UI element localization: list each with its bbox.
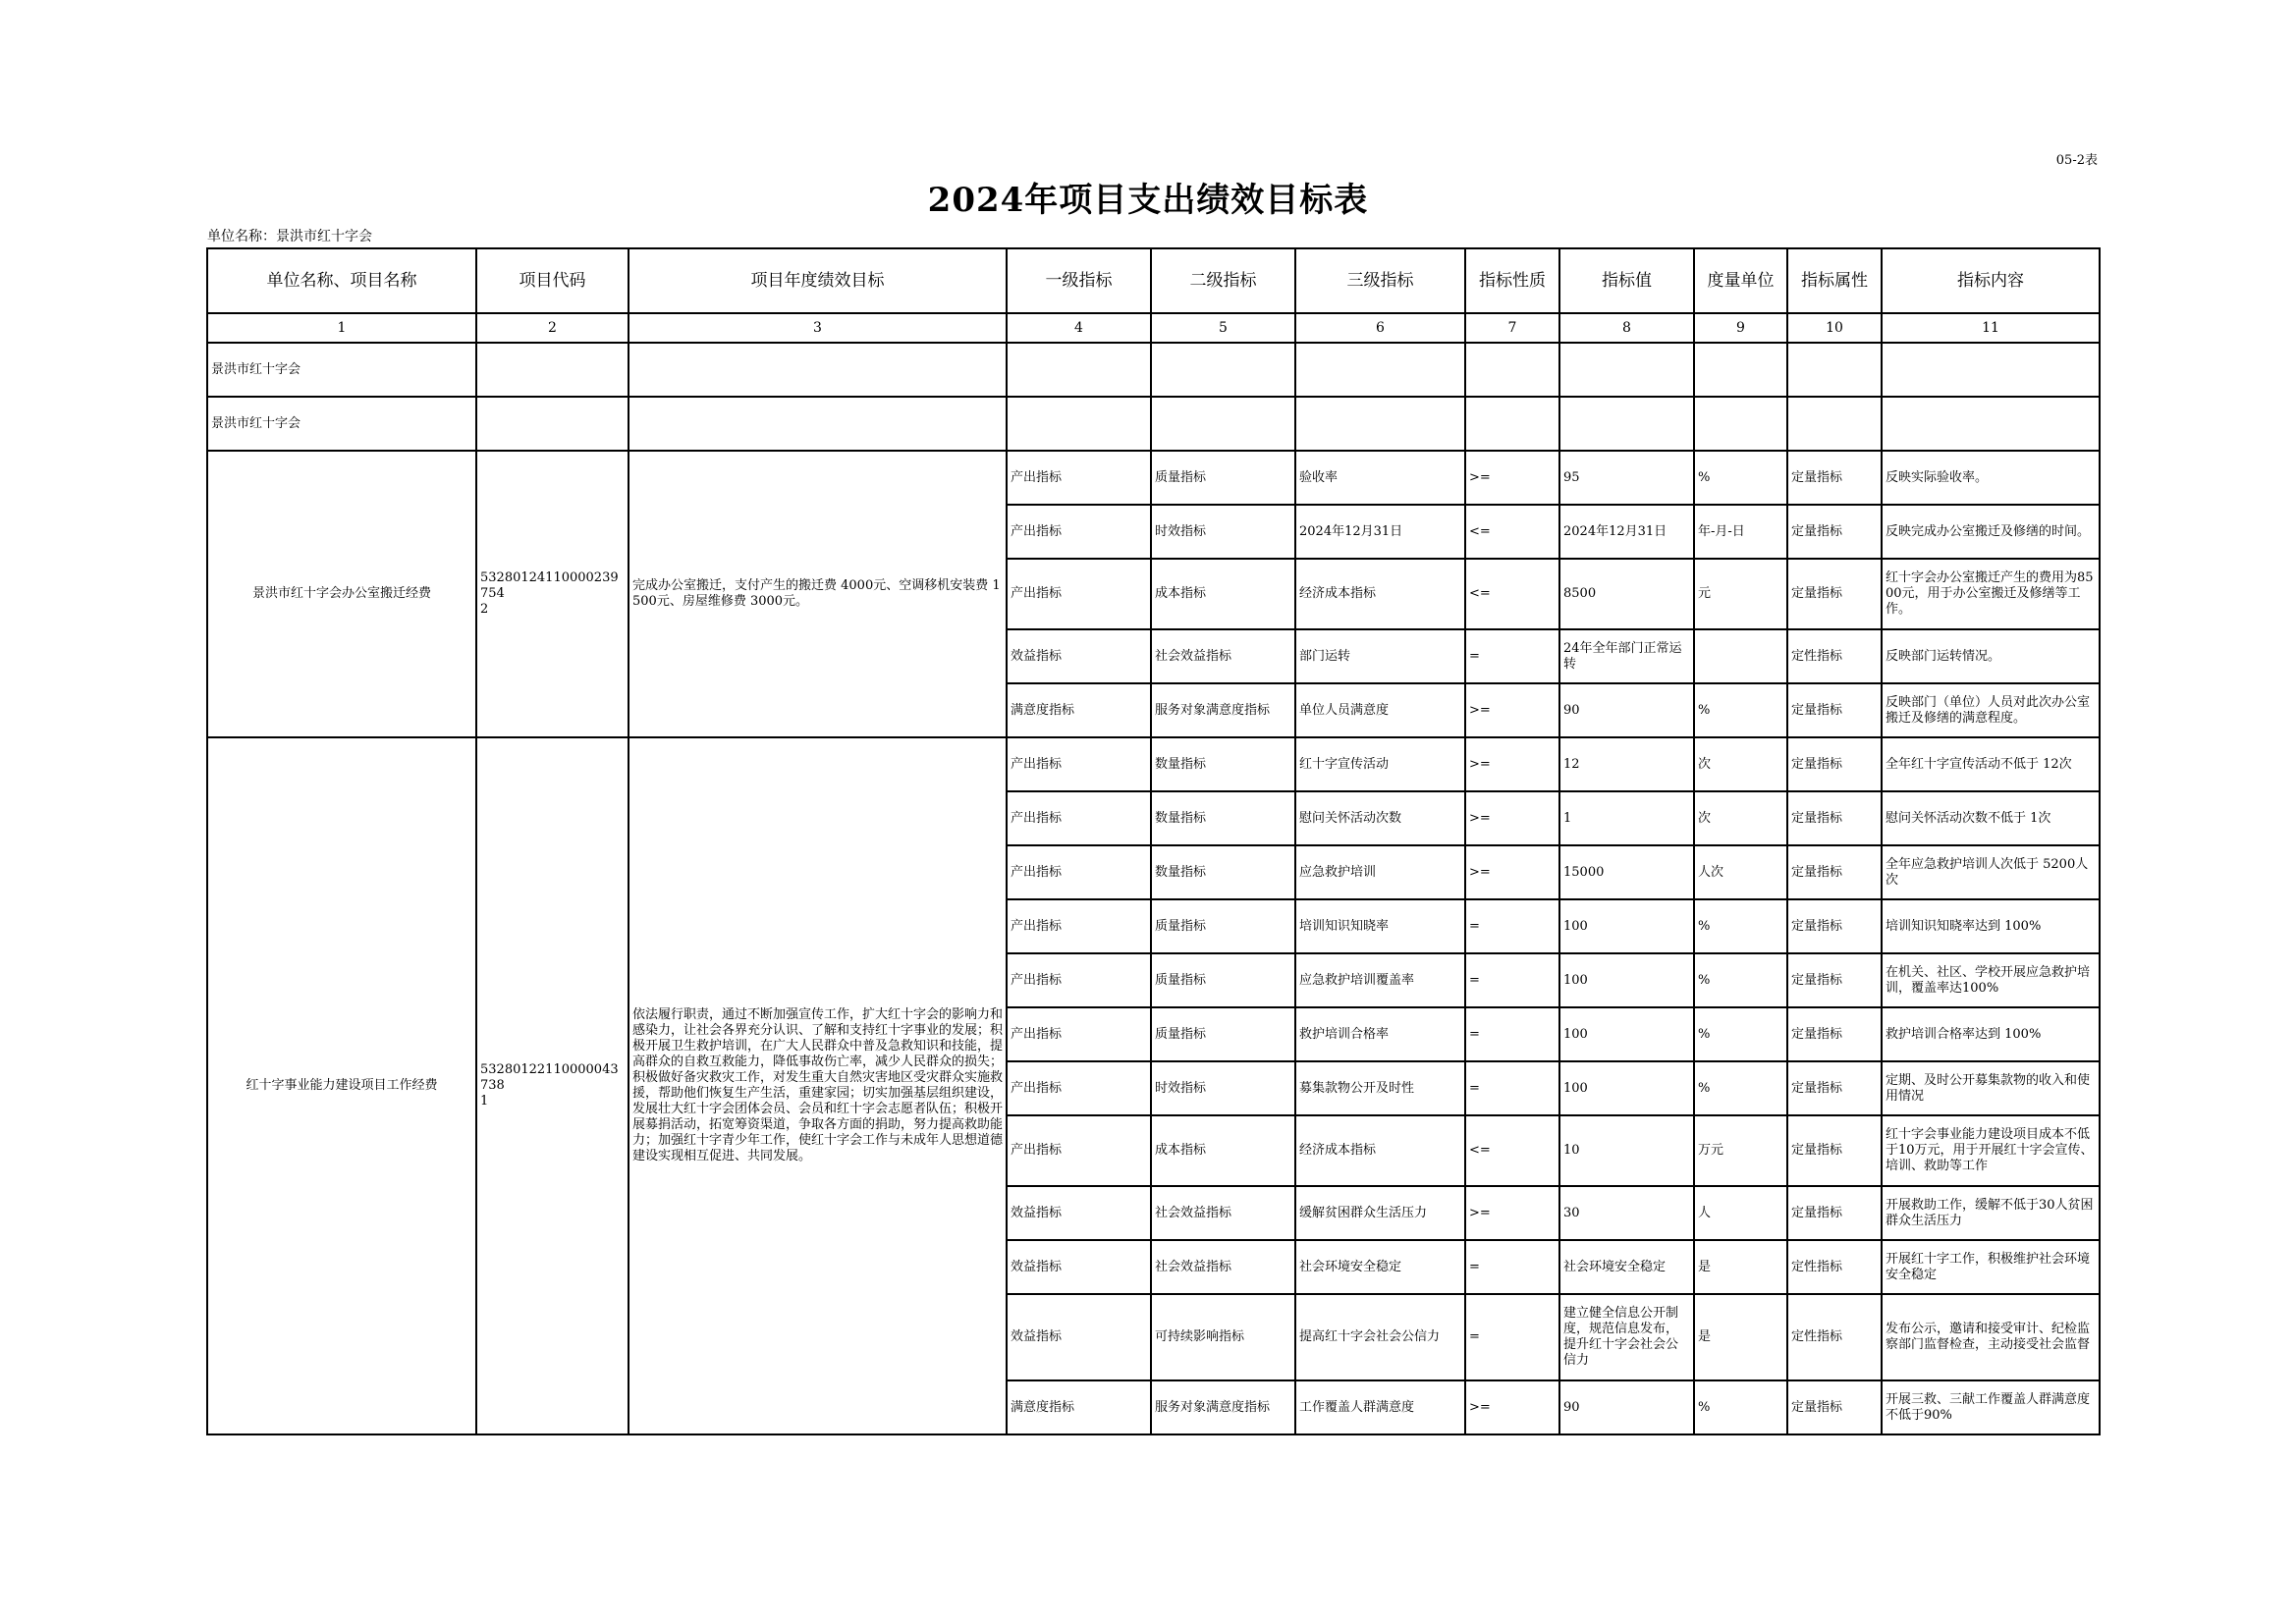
indicator-attribute: 定量指标 (1787, 1380, 1882, 1434)
empty-cell (1295, 397, 1465, 451)
empty-cell (1559, 343, 1694, 397)
level1-indicator: 产出指标 (1007, 1061, 1151, 1115)
indicator-value: 90 (1559, 1380, 1694, 1434)
indicator-attribute: 定量指标 (1787, 505, 1882, 559)
project-name-cell: 红十字事业能力建设项目工作经费 (207, 737, 476, 1434)
level2-indicator: 质量指标 (1151, 899, 1295, 953)
indicator-nature: >= (1465, 1380, 1559, 1434)
column-number-row (207, 313, 2100, 343)
empty-cell (1151, 397, 1295, 451)
indicator-value: 100 (1559, 1061, 1694, 1115)
level2-indicator: 质量指标 (1151, 451, 1295, 505)
level1-indicator: 产出指标 (1007, 1115, 1151, 1186)
indicator-nature: >= (1465, 737, 1559, 791)
empty-cell (1882, 397, 2100, 451)
indicator-value: 建立健全信息公开制度，规范信息发布，提升红十字会社会公信力 (1559, 1294, 1694, 1380)
level3-indicator: 应急救护培训 (1295, 845, 1465, 899)
column-number: 3 (629, 313, 1007, 343)
indicator-content: 开展救助工作，缓解不低于30人贫困群众生活压力 (1882, 1186, 2100, 1240)
level3-indicator: 社会环境安全稳定 (1295, 1240, 1465, 1294)
org-row (207, 343, 2100, 397)
measure-unit: 元 (1694, 559, 1787, 629)
unit-name-line: 单位名称：景洪市红十字会 (207, 229, 372, 244)
header-cell: 二级指标 (1151, 248, 1295, 313)
header-cell: 三级指标 (1295, 248, 1465, 313)
indicator-content: 培训知识知晓率达到 100% (1882, 899, 2100, 953)
indicator-nature: = (1465, 1294, 1559, 1380)
level2-indicator: 成本指标 (1151, 1115, 1295, 1186)
indicator-attribute: 定量指标 (1787, 953, 1882, 1007)
level3-indicator: 经济成本指标 (1295, 1115, 1465, 1186)
indicator-nature: <= (1465, 559, 1559, 629)
indicator-attribute: 定量指标 (1787, 1186, 1882, 1240)
empty-cell (1151, 343, 1295, 397)
level1-indicator: 效益指标 (1007, 629, 1151, 683)
table-row (207, 451, 2100, 505)
level3-indicator: 缓解贫困群众生活压力 (1295, 1186, 1465, 1240)
measure-unit: 是 (1694, 1240, 1787, 1294)
level2-indicator: 数量指标 (1151, 845, 1295, 899)
measure-unit: % (1694, 1061, 1787, 1115)
level3-indicator: 募集款物公开及时性 (1295, 1061, 1465, 1115)
level2-indicator: 质量指标 (1151, 953, 1295, 1007)
indicator-value: 100 (1559, 953, 1694, 1007)
level3-indicator: 经济成本指标 (1295, 559, 1465, 629)
project-name-cell: 景洪市红十字会办公室搬迁经费 (207, 451, 476, 737)
indicator-nature: >= (1465, 791, 1559, 845)
header-cell: 项目代码 (476, 248, 629, 313)
measure-unit: 次 (1694, 737, 1787, 791)
level2-indicator: 服务对象满意度指标 (1151, 1380, 1295, 1434)
indicator-attribute: 定量指标 (1787, 791, 1882, 845)
measure-unit: 是 (1694, 1294, 1787, 1380)
indicator-attribute: 定量指标 (1787, 1115, 1882, 1186)
measure-unit: % (1694, 451, 1787, 505)
indicator-nature: = (1465, 1007, 1559, 1061)
indicator-content: 红十字会办公室搬迁产生的费用为8500元，用于办公室搬迁及修缮等工作。 (1882, 559, 2100, 629)
indicator-attribute: 定量指标 (1787, 845, 1882, 899)
indicator-value: 95 (1559, 451, 1694, 505)
empty-cell (1882, 343, 2100, 397)
level3-indicator: 部门运转 (1295, 629, 1465, 683)
level1-indicator: 产出指标 (1007, 791, 1151, 845)
level1-indicator: 效益指标 (1007, 1240, 1151, 1294)
indicator-content: 在机关、社区、学校开展应急救护培训，覆盖率达100% (1882, 953, 2100, 1007)
indicator-value: 2024年12月31日 (1559, 505, 1694, 559)
level1-indicator: 产出指标 (1007, 559, 1151, 629)
measure-unit: 人 (1694, 1186, 1787, 1240)
level3-indicator: 救护培训合格率 (1295, 1007, 1465, 1061)
level3-indicator: 单位人员满意度 (1295, 683, 1465, 737)
indicator-attribute: 定量指标 (1787, 1061, 1882, 1115)
indicator-value: 24年全年部门正常运转 (1559, 629, 1694, 683)
level2-indicator: 可持续影响指标 (1151, 1294, 1295, 1380)
level3-indicator: 应急救护培训覆盖率 (1295, 953, 1465, 1007)
column-number: 10 (1787, 313, 1882, 343)
column-number: 7 (1465, 313, 1559, 343)
indicator-attribute: 定量指标 (1787, 451, 1882, 505)
measure-unit: 万元 (1694, 1115, 1787, 1186)
indicator-value: 10 (1559, 1115, 1694, 1186)
level1-indicator: 产出指标 (1007, 899, 1151, 953)
indicator-nature: = (1465, 629, 1559, 683)
level1-indicator: 产出指标 (1007, 845, 1151, 899)
measure-unit: 年-月-日 (1694, 505, 1787, 559)
indicator-value: 15000 (1559, 845, 1694, 899)
header-row (207, 248, 2100, 313)
header-cell: 指标性质 (1465, 248, 1559, 313)
table-row (207, 737, 2100, 791)
measure-unit: % (1694, 953, 1787, 1007)
indicator-content: 反映完成办公室搬迁及修缮的时间。 (1882, 505, 2100, 559)
indicator-content: 反映部门运转情况。 (1882, 629, 2100, 683)
indicator-content: 发布公示，邀请和接受审计、纪检监察部门监督检查，主动接受社会监督 (1882, 1294, 2100, 1380)
header-cell: 指标内容 (1882, 248, 2100, 313)
level2-indicator: 时效指标 (1151, 1061, 1295, 1115)
level2-indicator: 成本指标 (1151, 559, 1295, 629)
column-number: 2 (476, 313, 629, 343)
level1-indicator: 产出指标 (1007, 1007, 1151, 1061)
indicator-value: 1 (1559, 791, 1694, 845)
level1-indicator: 满意度指标 (1007, 683, 1151, 737)
header-cell: 指标属性 (1787, 248, 1882, 313)
indicator-nature: >= (1465, 683, 1559, 737)
indicator-attribute: 定量指标 (1787, 737, 1882, 791)
empty-cell (1465, 397, 1559, 451)
empty-cell (1559, 397, 1694, 451)
level2-indicator: 服务对象满意度指标 (1151, 683, 1295, 737)
form-number: 05-2表 (2055, 153, 2098, 168)
indicator-value: 8500 (1559, 559, 1694, 629)
level3-indicator: 2024年12月31日 (1295, 505, 1465, 559)
column-number: 6 (1295, 313, 1465, 343)
column-number: 5 (1151, 313, 1295, 343)
header-cell: 一级指标 (1007, 248, 1151, 313)
indicator-nature: >= (1465, 1186, 1559, 1240)
level1-indicator: 效益指标 (1007, 1186, 1151, 1240)
org-name-cell: 景洪市红十字会 (207, 397, 476, 451)
empty-cell (629, 397, 1007, 451)
measure-unit: % (1694, 683, 1787, 737)
indicator-attribute: 定性指标 (1787, 1294, 1882, 1380)
measure-unit: 次 (1694, 791, 1787, 845)
indicator-attribute: 定性指标 (1787, 629, 1882, 683)
org-row (207, 397, 2100, 451)
indicator-nature: = (1465, 1061, 1559, 1115)
level1-indicator: 产出指标 (1007, 737, 1151, 791)
level1-indicator: 满意度指标 (1007, 1380, 1151, 1434)
indicator-value: 90 (1559, 683, 1694, 737)
column-number: 9 (1694, 313, 1787, 343)
column-number: 8 (1559, 313, 1694, 343)
header-cell: 单位名称、项目名称 (207, 248, 476, 313)
level1-indicator: 产出指标 (1007, 953, 1151, 1007)
measure-unit: 人次 (1694, 845, 1787, 899)
empty-cell (1694, 397, 1787, 451)
indicator-nature: <= (1465, 505, 1559, 559)
performance-target-table (206, 247, 2101, 1435)
empty-cell (476, 343, 629, 397)
level2-indicator: 数量指标 (1151, 791, 1295, 845)
page-title: 2024年项目支出绩效目标表 (927, 181, 1369, 220)
empty-cell (1787, 397, 1882, 451)
indicator-nature: >= (1465, 451, 1559, 505)
indicator-attribute: 定性指标 (1787, 1240, 1882, 1294)
empty-cell (476, 397, 629, 451)
level3-indicator: 提高红十字会社会公信力 (1295, 1294, 1465, 1380)
level2-indicator: 社会效益指标 (1151, 1240, 1295, 1294)
empty-cell (1787, 343, 1882, 397)
indicator-nature: = (1465, 953, 1559, 1007)
indicator-nature: = (1465, 899, 1559, 953)
level2-indicator: 质量指标 (1151, 1007, 1295, 1061)
level3-indicator: 红十字宣传活动 (1295, 737, 1465, 791)
column-number: 1 (207, 313, 476, 343)
indicator-attribute: 定量指标 (1787, 683, 1882, 737)
indicator-nature: = (1465, 1240, 1559, 1294)
empty-cell (1694, 343, 1787, 397)
level3-indicator: 工作覆盖人群满意度 (1295, 1380, 1465, 1434)
empty-cell (1295, 343, 1465, 397)
header-cell: 指标值 (1559, 248, 1694, 313)
measure-unit: % (1694, 1007, 1787, 1061)
indicator-content: 慰问关怀活动次数不低于 1次 (1882, 791, 2100, 845)
indicator-content: 全年红十字宣传活动不低于 12次 (1882, 737, 2100, 791)
project-code-cell: 53280124110000239754 2 (476, 451, 629, 737)
indicator-nature: >= (1465, 845, 1559, 899)
level2-indicator: 时效指标 (1151, 505, 1295, 559)
measure-unit: % (1694, 1380, 1787, 1434)
empty-cell (629, 343, 1007, 397)
empty-cell (1465, 343, 1559, 397)
indicator-attribute: 定量指标 (1787, 559, 1882, 629)
indicator-content: 反映实际验收率。 (1882, 451, 2100, 505)
level3-indicator: 慰问关怀活动次数 (1295, 791, 1465, 845)
indicator-value: 100 (1559, 899, 1694, 953)
level1-indicator: 产出指标 (1007, 451, 1151, 505)
project-goal-cell: 完成办公室搬迁，支付产生的搬迁费 4000元、空调移机安装费 1500元、房屋维修费 3000元。 (629, 451, 1007, 737)
measure-unit: % (1694, 899, 1787, 953)
indicator-content: 开展红十字工作，积极维护社会环境安全稳定 (1882, 1240, 2100, 1294)
indicator-content: 红十字会事业能力建设项目成本不低于10万元，用于开展红十字会宣传、培训、救助等工作 (1882, 1115, 2100, 1186)
header-cell: 项目年度绩效目标 (629, 248, 1007, 313)
column-number: 4 (1007, 313, 1151, 343)
indicator-value: 30 (1559, 1186, 1694, 1240)
indicator-content: 救护培训合格率达到 100% (1882, 1007, 2100, 1061)
indicator-content: 反映部门（单位）人员对此次办公室搬迁及修缮的满意程度。 (1882, 683, 2100, 737)
level2-indicator: 社会效益指标 (1151, 629, 1295, 683)
org-name-cell: 景洪市红十字会 (207, 343, 476, 397)
empty-cell (1007, 343, 1151, 397)
level1-indicator: 效益指标 (1007, 1294, 1151, 1380)
level1-indicator: 产出指标 (1007, 505, 1151, 559)
indicator-value: 12 (1559, 737, 1694, 791)
project-goal-cell: 依法履行职责，通过不断加强宣传工作，扩大红十字会的影响力和感染力，让社会各界充分认识、了解和支持红十字事业的发展；积极开展卫生救护培训，在广大人民群众中普及急救知识和技能，提高群众的自救互救能力，降低事故伤亡率，减少人民群众的损失；积极做好备灾救灾工作，对发生重大自然灾害地区受灾群众实施救援，帮助他们恢复生产生活，重建家园；切实加强基层组织建设，发展壮大红十字会团体会员、会员和红十字会志愿者队伍；积极开展募捐活动，拓宽筹资渠道，争取各方面的捐助，努力提高救助能力；加强红十字青少年工作，使红十字会工作与未成年人思想道德建设实现相互促进、共同发展。 (629, 737, 1007, 1434)
indicator-value: 100 (1559, 1007, 1694, 1061)
indicator-content: 定期、及时公开募集款物的收入和使用情况 (1882, 1061, 2100, 1115)
indicator-attribute: 定量指标 (1787, 1007, 1882, 1061)
column-number: 11 (1882, 313, 2100, 343)
project-code-cell: 53280122110000043738 1 (476, 737, 629, 1434)
level2-indicator: 社会效益指标 (1151, 1186, 1295, 1240)
indicator-value: 社会环境安全稳定 (1559, 1240, 1694, 1294)
indicator-attribute: 定量指标 (1787, 899, 1882, 953)
level3-indicator: 验收率 (1295, 451, 1465, 505)
level2-indicator: 数量指标 (1151, 737, 1295, 791)
indicator-content: 开展三救、三献工作覆盖人群满意度不低于90% (1882, 1380, 2100, 1434)
empty-cell (1007, 397, 1151, 451)
indicator-nature: <= (1465, 1115, 1559, 1186)
header-cell: 度量单位 (1694, 248, 1787, 313)
level3-indicator: 培训知识知晓率 (1295, 899, 1465, 953)
measure-unit (1694, 629, 1787, 683)
indicator-content: 全年应急救护培训人次低于 5200人次 (1882, 845, 2100, 899)
